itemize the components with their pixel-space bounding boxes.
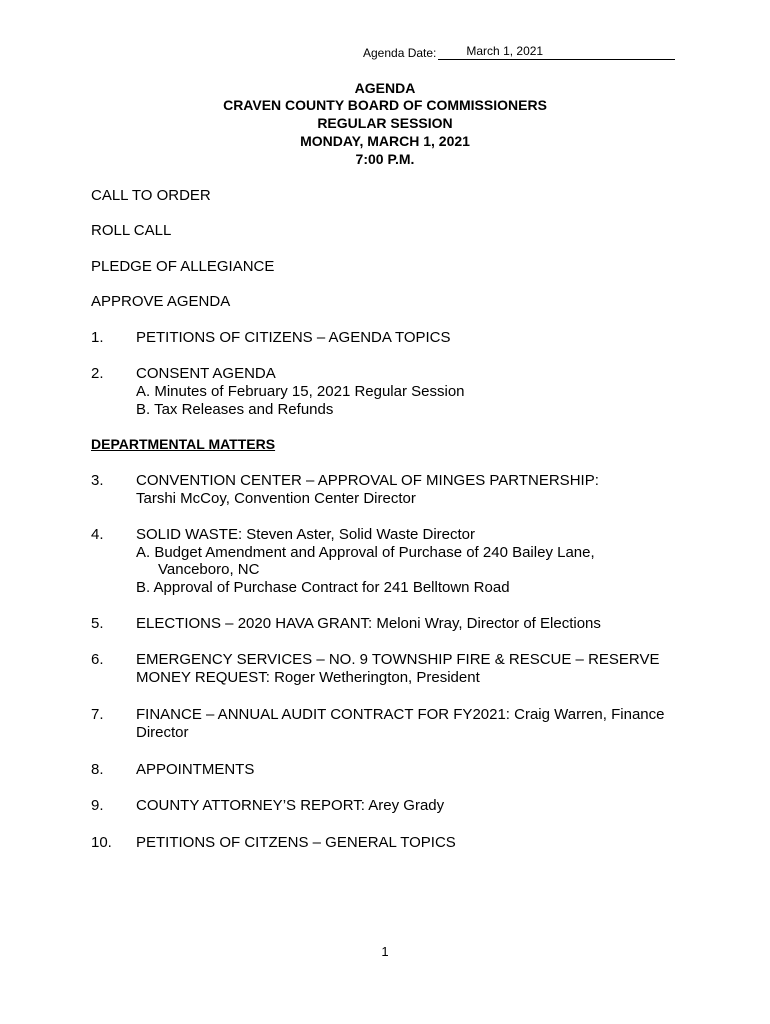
item-1-number: 1.: [91, 329, 104, 346]
item-6-continuation: MONEY REQUEST: Roger Wetherington, President: [136, 669, 480, 686]
item-4-sub-a-continuation: Vanceboro, NC: [158, 561, 260, 578]
departmental-heading: DEPARTMENTAL MATTERS: [91, 436, 276, 452]
item-1-text: PETITIONS OF CITIZENS – AGENDA TOPICS: [136, 329, 451, 346]
item-4-text: SOLID WASTE: Steven Aster, Solid Waste Director: [136, 526, 476, 543]
call-to-order: CALL TO ORDER: [91, 187, 211, 204]
item-2-sub-a: A. Minutes of February 15, 2021 Regular Session: [136, 383, 465, 400]
item-5-text: ELECTIONS – 2020 HAVA GRANT: Meloni Wray, Director of Elections: [136, 615, 601, 632]
item-3-text: CONVENTION CENTER – APPROVAL OF MINGES PARTNERSHIP:: [136, 472, 599, 489]
item-9-text: COUNTY ATTORNEY’S REPORT: Arey Grady: [136, 797, 445, 814]
agenda-date-label: Agenda Date:: [363, 46, 437, 60]
item-3-number: 3.: [91, 472, 104, 489]
item-2-number: 2.: [91, 365, 104, 382]
item-4-sub-a: A. Budget Amendment and Approval of Purchase of 240 Bailey Lane,: [136, 544, 595, 561]
roll-call: ROLL CALL: [91, 222, 172, 239]
item-2-text: CONSENT AGENDA: [136, 365, 276, 382]
item-9-number: 9.: [91, 797, 104, 814]
header-time: 7:00 P.M.: [355, 151, 415, 167]
item-5-number: 5.: [91, 615, 104, 632]
agenda-date: [363, 44, 675, 60]
item-6-text: EMERGENCY SERVICES – NO. 9 TOWNSHIP FIRE & RESCUE – RESERVE: [136, 651, 660, 668]
item-4-number: 4.: [91, 526, 104, 543]
item-8-text: APPOINTMENTS: [136, 761, 255, 778]
item-10-number: 10.: [91, 834, 112, 851]
item-7-continuation: Director: [136, 724, 189, 741]
item-8-number: 8.: [91, 761, 104, 778]
item-10-text: PETITIONS OF CITZENS – GENERAL TOPICS: [136, 834, 456, 851]
item-2-sub-b: B. Tax Releases and Refunds: [136, 401, 334, 418]
approve-agenda: APPROVE AGENDA: [91, 293, 231, 310]
header-session: REGULAR SESSION: [317, 115, 453, 131]
header-date: MONDAY, MARCH 1, 2021: [300, 133, 470, 149]
item-7-text: FINANCE – ANNUAL AUDIT CONTRACT FOR FY2021: Craig Warren, Finance: [136, 706, 665, 723]
item-3-continuation: Tarshi McCoy, Convention Center Director: [136, 490, 416, 507]
header-board: CRAVEN COUNTY BOARD OF COMMISSIONERS: [223, 97, 547, 113]
item-6-number: 6.: [91, 651, 104, 668]
agenda-date-value: March 1, 2021: [466, 44, 544, 58]
page-number: 1: [381, 944, 389, 959]
item-4-sub-b: B. Approval of Purchase Contract for 241 Belltown Road: [136, 579, 510, 596]
header-title: AGENDA: [354, 80, 416, 96]
item-7-number: 7.: [91, 706, 104, 723]
agenda-date-line: [438, 44, 675, 60]
pledge-of-allegiance: PLEDGE OF ALLEGIANCE: [91, 258, 275, 275]
